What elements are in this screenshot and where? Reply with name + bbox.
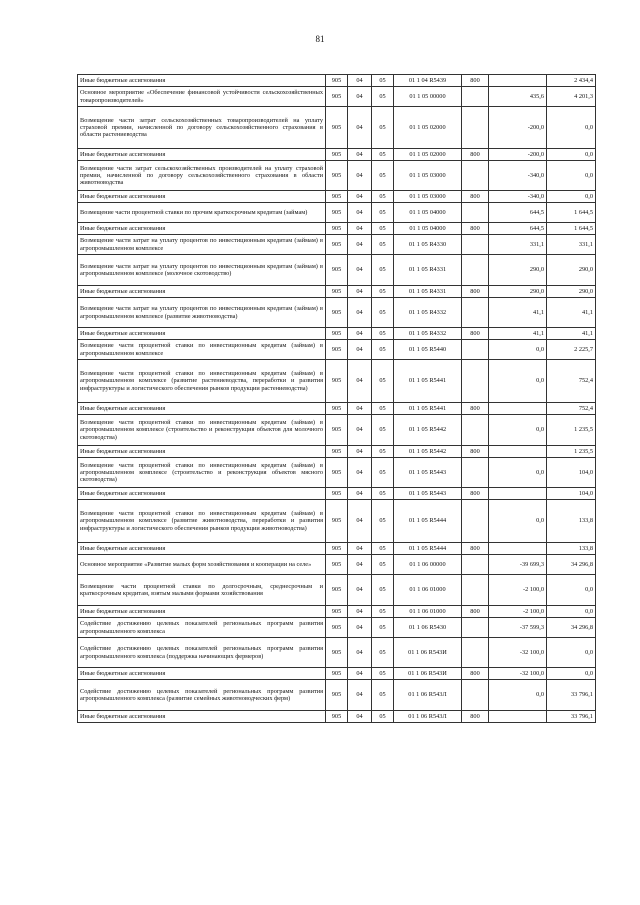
expense-type-code-cell: 800 bbox=[462, 191, 489, 203]
subsection-code-cell: 05 bbox=[372, 606, 394, 618]
ministry-code-cell: 905 bbox=[326, 87, 348, 107]
section-code-cell: 04 bbox=[348, 555, 372, 575]
ministry-code-cell: 905 bbox=[326, 555, 348, 575]
target-article-code-cell: 01 1 05 02000 bbox=[394, 107, 462, 149]
table-row bbox=[78, 668, 596, 680]
target-article-code-cell: 01 1 05 R4331 bbox=[394, 286, 462, 298]
table-row bbox=[78, 415, 596, 446]
table-row bbox=[78, 203, 596, 223]
budget-table bbox=[77, 74, 596, 723]
ministry-code-cell: 905 bbox=[326, 711, 348, 723]
amount-change-cell: -39 699,3 bbox=[489, 555, 547, 575]
amount-change-cell bbox=[489, 403, 547, 415]
target-article-code-cell: 01 1 05 R4331 bbox=[394, 255, 462, 286]
amount-change-cell: -32 100,0 bbox=[489, 638, 547, 668]
amount-change-cell: 290,0 bbox=[489, 286, 547, 298]
table-row bbox=[78, 340, 596, 360]
amount-change-cell bbox=[489, 543, 547, 555]
section-code-cell: 04 bbox=[348, 107, 372, 149]
amount-total-cell: 0,0 bbox=[547, 107, 596, 149]
section-code-cell: 04 bbox=[348, 223, 372, 235]
item-name-cell: Содействие достижению целевых показателей региональных программ развития агропромышленного комплекса bbox=[78, 618, 326, 638]
expense-type-code-cell bbox=[462, 638, 489, 668]
subsection-code-cell: 05 bbox=[372, 191, 394, 203]
section-code-cell: 04 bbox=[348, 488, 372, 500]
expense-type-code-cell bbox=[462, 203, 489, 223]
ministry-code-cell: 905 bbox=[326, 543, 348, 555]
amount-change-cell: 0,0 bbox=[489, 360, 547, 403]
table-row bbox=[78, 223, 596, 235]
target-article-code-cell: 01 1 05 R4332 bbox=[394, 328, 462, 340]
amount-change-cell: 644,5 bbox=[489, 203, 547, 223]
section-code-cell: 04 bbox=[348, 203, 372, 223]
ministry-code-cell: 905 bbox=[326, 255, 348, 286]
target-article-code-cell: 01 1 05 R5443 bbox=[394, 458, 462, 488]
subsection-code-cell: 05 bbox=[372, 340, 394, 360]
subsection-code-cell: 05 bbox=[372, 711, 394, 723]
expense-type-code-cell bbox=[462, 555, 489, 575]
table-row bbox=[78, 161, 596, 191]
target-article-code-cell: 01 1 05 R5442 bbox=[394, 415, 462, 446]
subsection-code-cell: 05 bbox=[372, 458, 394, 488]
section-code-cell: 04 bbox=[348, 680, 372, 711]
table-row bbox=[78, 555, 596, 575]
item-name-cell: Возмещение части затрат сельскохозяйственных производителей на уплату страховой премии, начисленной по договору сельскохозяйственного страхования в области животноводства bbox=[78, 161, 326, 191]
item-name-cell: Возмещение части затрат на уплату процентов по инвестиционным кредитам (займам) в агропромышленном комплексе (развитие животноводства) bbox=[78, 298, 326, 328]
expense-type-code-cell bbox=[462, 235, 489, 255]
amount-total-cell: 0,0 bbox=[547, 638, 596, 668]
target-article-code-cell: 01 1 05 R5442 bbox=[394, 446, 462, 458]
subsection-code-cell: 05 bbox=[372, 680, 394, 711]
target-article-code-cell: 01 1 05 R5444 bbox=[394, 500, 462, 543]
section-code-cell: 04 bbox=[348, 618, 372, 638]
ministry-code-cell: 905 bbox=[326, 488, 348, 500]
amount-change-cell: 644,5 bbox=[489, 223, 547, 235]
amount-total-cell: 0,0 bbox=[547, 161, 596, 191]
amount-total-cell: 290,0 bbox=[547, 286, 596, 298]
ministry-code-cell: 905 bbox=[326, 668, 348, 680]
subsection-code-cell: 05 bbox=[372, 500, 394, 543]
item-name-cell: Возмещение части затрат сельскохозяйственных товаропроизводителей на уплату страховой премии, начисленной по договору сельскохозяйственного страхования в области растениеводства bbox=[78, 107, 326, 149]
section-code-cell: 04 bbox=[348, 235, 372, 255]
subsection-code-cell: 05 bbox=[372, 446, 394, 458]
table-row bbox=[78, 403, 596, 415]
amount-total-cell: 4 201,3 bbox=[547, 87, 596, 107]
target-article-code-cell: 01 1 05 R5441 bbox=[394, 360, 462, 403]
target-article-code-cell: 01 1 05 04000 bbox=[394, 203, 462, 223]
item-name-cell: Иные бюджетные ассигнования bbox=[78, 191, 326, 203]
expense-type-code-cell bbox=[462, 500, 489, 543]
expense-type-code-cell bbox=[462, 255, 489, 286]
item-name-cell: Иные бюджетные ассигнования bbox=[78, 75, 326, 87]
expense-type-code-cell: 800 bbox=[462, 403, 489, 415]
expense-type-code-cell bbox=[462, 618, 489, 638]
expense-type-code-cell: 800 bbox=[462, 446, 489, 458]
amount-total-cell: 33 796,1 bbox=[547, 711, 596, 723]
subsection-code-cell: 05 bbox=[372, 298, 394, 328]
item-name-cell: Иные бюджетные ассигнования bbox=[78, 488, 326, 500]
ministry-code-cell: 905 bbox=[326, 360, 348, 403]
ministry-code-cell: 905 bbox=[326, 606, 348, 618]
table-row bbox=[78, 618, 596, 638]
section-code-cell: 04 bbox=[348, 403, 372, 415]
subsection-code-cell: 05 bbox=[372, 575, 394, 606]
subsection-code-cell: 05 bbox=[372, 255, 394, 286]
subsection-code-cell: 05 bbox=[372, 87, 394, 107]
table-row bbox=[78, 87, 596, 107]
amount-change-cell: 0,0 bbox=[489, 458, 547, 488]
amount-change-cell: 0,0 bbox=[489, 500, 547, 543]
subsection-code-cell: 05 bbox=[372, 149, 394, 161]
amount-total-cell: 0,0 bbox=[547, 575, 596, 606]
subsection-code-cell: 05 bbox=[372, 638, 394, 668]
expense-type-code-cell bbox=[462, 360, 489, 403]
amount-total-cell: 104,0 bbox=[547, 458, 596, 488]
page-number: 81 bbox=[315, 34, 325, 44]
ministry-code-cell: 905 bbox=[326, 575, 348, 606]
section-code-cell: 04 bbox=[348, 328, 372, 340]
table-row bbox=[78, 149, 596, 161]
amount-total-cell: 1 235,5 bbox=[547, 446, 596, 458]
expense-type-code-cell: 800 bbox=[462, 149, 489, 161]
item-name-cell: Возмещение части процентной ставки по инвестиционным кредитам (займам) в агропромышленном комплексе (строительство и реконструкция объектов для молочного скотоводства) bbox=[78, 415, 326, 446]
item-name-cell: Иные бюджетные ассигнования bbox=[78, 446, 326, 458]
expense-type-code-cell bbox=[462, 415, 489, 446]
amount-change-cell: 0,0 bbox=[489, 415, 547, 446]
item-name-cell: Возмещение части процентной ставки по инвестиционным кредитам (займам) в агропромышленном комплексе bbox=[78, 340, 326, 360]
table-row bbox=[78, 75, 596, 87]
amount-total-cell: 34 296,8 bbox=[547, 618, 596, 638]
table-row bbox=[78, 446, 596, 458]
ministry-code-cell: 905 bbox=[326, 340, 348, 360]
amount-total-cell: 133,8 bbox=[547, 543, 596, 555]
amount-total-cell: 34 296,8 bbox=[547, 555, 596, 575]
ministry-code-cell: 905 bbox=[326, 286, 348, 298]
ministry-code-cell: 905 bbox=[326, 149, 348, 161]
table-row bbox=[78, 638, 596, 668]
ministry-code-cell: 905 bbox=[326, 500, 348, 543]
subsection-code-cell: 05 bbox=[372, 286, 394, 298]
item-name-cell: Возмещение части затрат на уплату процентов по инвестиционным кредитам (займам) в агропромышленном комплексе (молочное скотоводство) bbox=[78, 255, 326, 286]
ministry-code-cell: 905 bbox=[326, 415, 348, 446]
amount-total-cell: 104,0 bbox=[547, 488, 596, 500]
subsection-code-cell: 05 bbox=[372, 75, 394, 87]
amount-total-cell: 41,1 bbox=[547, 298, 596, 328]
section-code-cell: 04 bbox=[348, 668, 372, 680]
expense-type-code-cell: 800 bbox=[462, 286, 489, 298]
target-article-code-cell: 01 1 06 R543Л bbox=[394, 711, 462, 723]
amount-change-cell: 331,1 bbox=[489, 235, 547, 255]
amount-change-cell: -200,0 bbox=[489, 149, 547, 161]
expense-type-code-cell bbox=[462, 340, 489, 360]
expense-type-code-cell bbox=[462, 458, 489, 488]
amount-total-cell: 0,0 bbox=[547, 149, 596, 161]
amount-total-cell: 752,4 bbox=[547, 360, 596, 403]
expense-type-code-cell bbox=[462, 107, 489, 149]
ministry-code-cell: 905 bbox=[326, 107, 348, 149]
subsection-code-cell: 05 bbox=[372, 360, 394, 403]
expense-type-code-cell bbox=[462, 161, 489, 191]
expense-type-code-cell: 800 bbox=[462, 668, 489, 680]
section-code-cell: 04 bbox=[348, 191, 372, 203]
amount-change-cell: 435,6 bbox=[489, 87, 547, 107]
target-article-code-cell: 01 1 05 02000 bbox=[394, 149, 462, 161]
subsection-code-cell: 05 bbox=[372, 618, 394, 638]
amount-change-cell: 0,0 bbox=[489, 680, 547, 711]
item-name-cell: Возмещение части процентной ставки по инвестиционным кредитам (займам) в агропромышленном комплексе (строительство и реконструкция объектов мясного скотоводства) bbox=[78, 458, 326, 488]
section-code-cell: 04 bbox=[348, 340, 372, 360]
amount-change-cell: -2 100,0 bbox=[489, 606, 547, 618]
subsection-code-cell: 05 bbox=[372, 415, 394, 446]
amount-total-cell: 33 796,1 bbox=[547, 680, 596, 711]
subsection-code-cell: 05 bbox=[372, 223, 394, 235]
section-code-cell: 04 bbox=[348, 711, 372, 723]
table-row bbox=[78, 606, 596, 618]
amount-change-cell: -37 599,3 bbox=[489, 618, 547, 638]
table-row bbox=[78, 488, 596, 500]
amount-total-cell: 1 235,5 bbox=[547, 415, 596, 446]
item-name-cell: Иные бюджетные ассигнования bbox=[78, 328, 326, 340]
section-code-cell: 04 bbox=[348, 458, 372, 488]
amount-total-cell: 133,8 bbox=[547, 500, 596, 543]
ministry-code-cell: 905 bbox=[326, 638, 348, 668]
amount-change-cell bbox=[489, 488, 547, 500]
amount-change-cell: 41,1 bbox=[489, 298, 547, 328]
amount-total-cell: 1 644,5 bbox=[547, 203, 596, 223]
item-name-cell: Содействие достижению целевых показателей региональных программ развития агропромышленного комплекса (поддержка начинающих фермеров) bbox=[78, 638, 326, 668]
section-code-cell: 04 bbox=[348, 149, 372, 161]
amount-total-cell: 0,0 bbox=[547, 668, 596, 680]
ministry-code-cell: 905 bbox=[326, 203, 348, 223]
section-code-cell: 04 bbox=[348, 543, 372, 555]
amount-total-cell: 41,1 bbox=[547, 328, 596, 340]
item-name-cell: Иные бюджетные ассигнования bbox=[78, 543, 326, 555]
target-article-code-cell: 01 1 04 R5439 bbox=[394, 75, 462, 87]
item-name-cell: Возмещение части затрат на уплату процентов по инвестиционным кредитам (займам) в агропромышленном комплексе bbox=[78, 235, 326, 255]
expense-type-code-cell: 800 bbox=[462, 711, 489, 723]
ministry-code-cell: 905 bbox=[326, 235, 348, 255]
ministry-code-cell: 905 bbox=[326, 298, 348, 328]
section-code-cell: 04 bbox=[348, 87, 372, 107]
table-row bbox=[78, 107, 596, 149]
section-code-cell: 04 bbox=[348, 75, 372, 87]
subsection-code-cell: 05 bbox=[372, 328, 394, 340]
section-code-cell: 04 bbox=[348, 161, 372, 191]
table-row bbox=[78, 255, 596, 286]
target-article-code-cell: 01 1 05 R5440 bbox=[394, 340, 462, 360]
target-article-code-cell: 01 1 06 01000 bbox=[394, 606, 462, 618]
item-name-cell: Возмещение части процентной ставки по инвестиционным кредитам (займам) в агропромышленном комплексе (развитие растениеводства, переработки и развития инфраструктуры и логистического обеспечения рынков продукции растениеводства) bbox=[78, 360, 326, 403]
amount-change-cell: -200,0 bbox=[489, 107, 547, 149]
amount-change-cell: 0,0 bbox=[489, 340, 547, 360]
amount-total-cell: 2 434,4 bbox=[547, 75, 596, 87]
amount-total-cell: 1 644,5 bbox=[547, 223, 596, 235]
target-article-code-cell: 01 1 05 R4330 bbox=[394, 235, 462, 255]
amount-total-cell: 0,0 bbox=[547, 191, 596, 203]
budget-table-body bbox=[78, 75, 596, 723]
target-article-code-cell: 01 1 06 R5430 bbox=[394, 618, 462, 638]
table-row bbox=[78, 575, 596, 606]
section-code-cell: 04 bbox=[348, 638, 372, 668]
target-article-code-cell: 01 1 05 00000 bbox=[394, 87, 462, 107]
table-row bbox=[78, 191, 596, 203]
target-article-code-cell: 01 1 06 00000 bbox=[394, 555, 462, 575]
target-article-code-cell: 01 1 06 R543И bbox=[394, 668, 462, 680]
ministry-code-cell: 905 bbox=[326, 403, 348, 415]
subsection-code-cell: 05 bbox=[372, 235, 394, 255]
target-article-code-cell: 01 1 05 04000 bbox=[394, 223, 462, 235]
item-name-cell: Основное мероприятие «Развитие малых форм хозяйствования и кооперации на селе» bbox=[78, 555, 326, 575]
section-code-cell: 04 bbox=[348, 286, 372, 298]
table-row bbox=[78, 286, 596, 298]
subsection-code-cell: 05 bbox=[372, 107, 394, 149]
amount-change-cell: -32 100,0 bbox=[489, 668, 547, 680]
target-article-code-cell: 01 1 06 R543Л bbox=[394, 680, 462, 711]
amount-change-cell: -340,0 bbox=[489, 161, 547, 191]
section-code-cell: 04 bbox=[348, 255, 372, 286]
table-row bbox=[78, 543, 596, 555]
amount-total-cell: 752,4 bbox=[547, 403, 596, 415]
expense-type-code-cell: 800 bbox=[462, 543, 489, 555]
table-row bbox=[78, 680, 596, 711]
amount-total-cell: 331,1 bbox=[547, 235, 596, 255]
expense-type-code-cell: 800 bbox=[462, 488, 489, 500]
item-name-cell: Иные бюджетные ассигнования bbox=[78, 606, 326, 618]
ministry-code-cell: 905 bbox=[326, 328, 348, 340]
item-name-cell: Иные бюджетные ассигнования bbox=[78, 403, 326, 415]
item-name-cell: Иные бюджетные ассигнования bbox=[78, 286, 326, 298]
amount-change-cell bbox=[489, 446, 547, 458]
amount-total-cell: 2 225,7 bbox=[547, 340, 596, 360]
amount-change-cell: -2 100,0 bbox=[489, 575, 547, 606]
subsection-code-cell: 05 bbox=[372, 543, 394, 555]
section-code-cell: 04 bbox=[348, 500, 372, 543]
expense-type-code-cell bbox=[462, 575, 489, 606]
target-article-code-cell: 01 1 06 R543И bbox=[394, 638, 462, 668]
amount-change-cell: -340,0 bbox=[489, 191, 547, 203]
amount-change-cell: 41,1 bbox=[489, 328, 547, 340]
amount-change-cell bbox=[489, 711, 547, 723]
item-name-cell: Возмещение части процентной ставки по инвестиционным кредитам (займам) в агропромышленном комплексе (развитие животноводства, переработки и развития инфраструктуры и логистического обеспечения рынков продукции животноводства) bbox=[78, 500, 326, 543]
item-name-cell: Содействие достижению целевых показателей региональных программ развития агропромышленного комплекса (развитие семейных животноводческих ферм) bbox=[78, 680, 326, 711]
amount-change-cell bbox=[489, 75, 547, 87]
item-name-cell: Иные бюджетные ассигнования bbox=[78, 149, 326, 161]
ministry-code-cell: 905 bbox=[326, 680, 348, 711]
expense-type-code-cell bbox=[462, 298, 489, 328]
expense-type-code-cell: 800 bbox=[462, 223, 489, 235]
item-name-cell: Основное мероприятие «Обеспечение финансовой устойчивости сельскохозяйственных товаропроизводителей» bbox=[78, 87, 326, 107]
subsection-code-cell: 05 bbox=[372, 203, 394, 223]
section-code-cell: 04 bbox=[348, 360, 372, 403]
subsection-code-cell: 05 bbox=[372, 488, 394, 500]
subsection-code-cell: 05 bbox=[372, 161, 394, 191]
ministry-code-cell: 905 bbox=[326, 458, 348, 488]
ministry-code-cell: 905 bbox=[326, 161, 348, 191]
table-row bbox=[78, 711, 596, 723]
section-code-cell: 04 bbox=[348, 415, 372, 446]
expense-type-code-cell: 800 bbox=[462, 75, 489, 87]
table-row bbox=[78, 328, 596, 340]
amount-change-cell: 290,0 bbox=[489, 255, 547, 286]
ministry-code-cell: 905 bbox=[326, 75, 348, 87]
ministry-code-cell: 905 bbox=[326, 446, 348, 458]
table-row bbox=[78, 298, 596, 328]
section-code-cell: 04 bbox=[348, 575, 372, 606]
section-code-cell: 04 bbox=[348, 606, 372, 618]
section-code-cell: 04 bbox=[348, 446, 372, 458]
target-article-code-cell: 01 1 05 03000 bbox=[394, 191, 462, 203]
expense-type-code-cell bbox=[462, 87, 489, 107]
expense-type-code-cell bbox=[462, 680, 489, 711]
table-row bbox=[78, 458, 596, 488]
table-row bbox=[78, 360, 596, 403]
item-name-cell: Возмещение части процентной ставки по долгосрочным, среднесрочным и краткосрочным кредитам, взятым малыми формами хозяйствования bbox=[78, 575, 326, 606]
subsection-code-cell: 05 bbox=[372, 668, 394, 680]
target-article-code-cell: 01 1 05 R5443 bbox=[394, 488, 462, 500]
target-article-code-cell: 01 1 05 R5444 bbox=[394, 543, 462, 555]
target-article-code-cell: 01 1 06 01000 bbox=[394, 575, 462, 606]
item-name-cell: Возмещение части процентной ставки по прочим краткосрочным кредитам (займам) bbox=[78, 203, 326, 223]
ministry-code-cell: 905 bbox=[326, 191, 348, 203]
amount-total-cell: 0,0 bbox=[547, 606, 596, 618]
target-article-code-cell: 01 1 05 R4332 bbox=[394, 298, 462, 328]
amount-total-cell: 290,0 bbox=[547, 255, 596, 286]
subsection-code-cell: 05 bbox=[372, 403, 394, 415]
ministry-code-cell: 905 bbox=[326, 618, 348, 638]
item-name-cell: Иные бюджетные ассигнования bbox=[78, 223, 326, 235]
target-article-code-cell: 01 1 05 03000 bbox=[394, 161, 462, 191]
expense-type-code-cell: 800 bbox=[462, 328, 489, 340]
table-row bbox=[78, 500, 596, 543]
expense-type-code-cell: 800 bbox=[462, 606, 489, 618]
table-row bbox=[78, 235, 596, 255]
section-code-cell: 04 bbox=[348, 298, 372, 328]
ministry-code-cell: 905 bbox=[326, 223, 348, 235]
target-article-code-cell: 01 1 05 R5441 bbox=[394, 403, 462, 415]
item-name-cell: Иные бюджетные ассигнования bbox=[78, 711, 326, 723]
item-name-cell: Иные бюджетные ассигнования bbox=[78, 668, 326, 680]
subsection-code-cell: 05 bbox=[372, 555, 394, 575]
